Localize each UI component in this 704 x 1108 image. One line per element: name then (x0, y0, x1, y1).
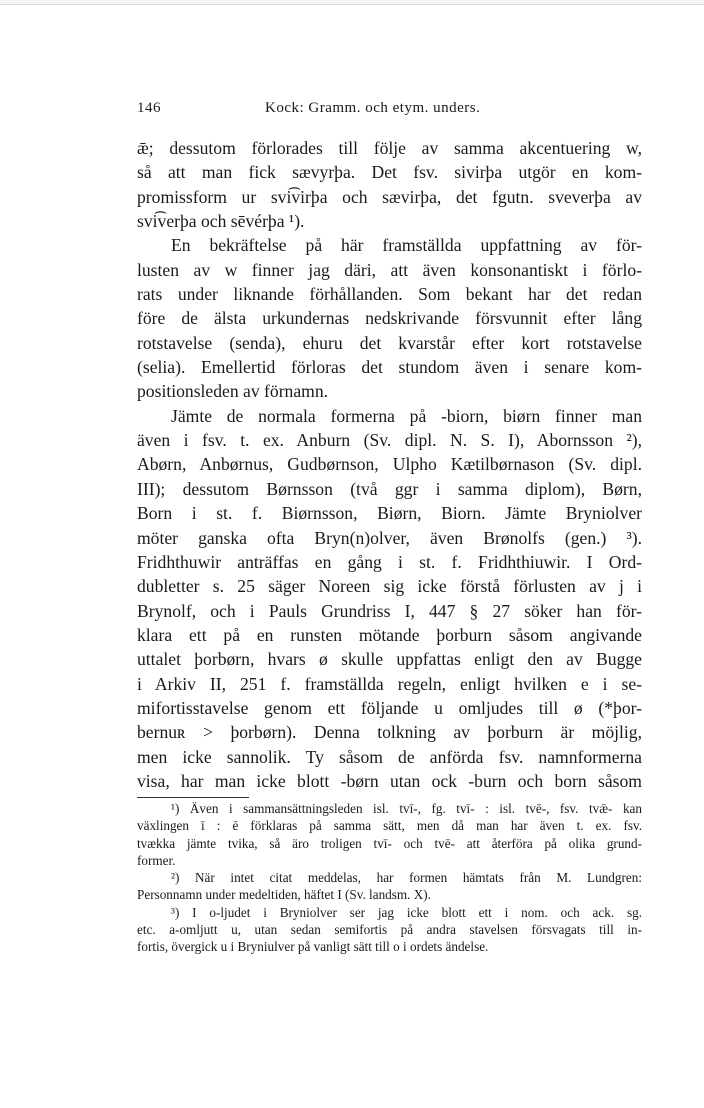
text-line: före de älsta urkundernas nedskrivande försvunnit efter lång (137, 308, 642, 329)
text-line: i Arkiv II, 251 f. framställda regeln, enligt hvilken e i se- (137, 673, 642, 694)
text-line: promissform ur svi͡virþa och sævirþa, det fgutn. sveverþa av (137, 186, 642, 207)
text-line: bernuʀ > þorbørn). Denna tolkning av þorburn är möjlig, (137, 722, 642, 743)
text-line: men icke sannolik. Ty såsom de anförda fsv. namnformerna (137, 746, 642, 767)
page-number: 146 (137, 100, 161, 116)
text-line: så att man fick sævyrþa. Det fsv. sivirþa utgör en kom- (137, 162, 642, 183)
text-line: möter ganska ofta Bryn(n)olver, även Brønolfs (gen.) ³). (137, 527, 642, 548)
footnote-line: växlingen ī : ē förklaras på samma sätt, men då man har även t. ex. fsv. (137, 818, 642, 834)
text-line: En bekräftelse på här framställda uppfattning av för- (171, 235, 642, 256)
text-line: III); dessutom Børnsson (två ggr i samma diplom), Børn, (137, 478, 642, 499)
text-line: Brynolf, och i Pauls Grundriss I, 447 § 27 söker han för- (137, 600, 642, 621)
page-header (137, 100, 642, 124)
text-line: svi͡verþa och sēvérþa ¹). (137, 211, 305, 232)
text-line: klara ett på en runsten mötande þorburn såsom angivande (137, 624, 642, 645)
page-edge (0, 0, 704, 5)
text-line: (selia). Emellertid förloras det stundom även i senare kom- (137, 357, 642, 378)
footnote-divider (137, 797, 249, 798)
footnote-line: tvækka jämte tvika, så äro troligen tvī- och tvē- att återföra på olika grund- (137, 835, 642, 851)
text-line: lusten av w finner jag däri, att även konsonantiskt i förlo- (137, 259, 642, 280)
text-line: dubletter s. 25 säger Noreen sig icke förstå förlusten av j i (137, 576, 642, 597)
footnote-line: Personnamn under medeltiden, häftet I (Sv. landsm. X). (137, 887, 431, 903)
footnote-line: ³) I o-ljudet i Bryniolver ser jag icke blott ett i nom. och ack. sg. (171, 904, 642, 920)
text-line: rats under liknande förhållanden. Som bekant har det redan (137, 284, 642, 305)
footnote-line: etc. a-omljutt u, utan sedan semifortis på andra stavelsen försvagats till in- (137, 922, 642, 938)
text-line: Jämte de normala formerna på -biorn, biørn finner man (171, 405, 642, 426)
body-text (137, 136, 642, 793)
text-line: Born i st. f. Biørnsson, Biørn, Biorn. Jämte Bryniolver (137, 503, 642, 524)
text-line: rotstavelse (senda), ehuru det kvarstår efter kort rotstavelse (137, 332, 642, 353)
text-line: även i fsv. t. ex. Anburn (Sv. dipl. N. S. I), Abornsson ²), (137, 430, 642, 451)
text-line: uttalet þorbørn, hvars ø skulle uppfattas enligt den av Bugge (137, 649, 642, 670)
text-line: positionsleden av förnamn. (137, 381, 329, 402)
footnotes (137, 800, 642, 956)
footnote-line: ¹) Även i sammansättningsleden isl. tvī-, fg. tvī- : isl. tvē-, fsv. tvǣ- kan (171, 801, 642, 816)
footnote-line: ²) När intet citat meddelas, har formen hämtats från M. Lundgren: (171, 870, 642, 886)
footnote-line: fortis, övergick u i Bryniulver på vanligt sätt till o i ordets ändelse. (137, 939, 489, 955)
text-line: ǣ; dessutom förlorades till följe av samma akcentuering w, (137, 138, 642, 158)
text-line: visa, har man icke blott -børn utan ock -burn och born såsom (137, 770, 642, 791)
footnote-line: former. (137, 852, 176, 868)
text-line: Abørn, Anbørnus, Gudbørnson, Ulpho Kætilbørnason (Sv. dipl. (137, 454, 642, 475)
text-line: mifortisstavelse genom ett följande u omljudes till ø (*þor- (137, 697, 642, 718)
running-title: Kock: Gramm. och etym. unders. (265, 100, 481, 116)
text-line: Fridhthuwir anträffas en gång i st. f. Fridhthiuwir. I Ord- (137, 551, 642, 572)
